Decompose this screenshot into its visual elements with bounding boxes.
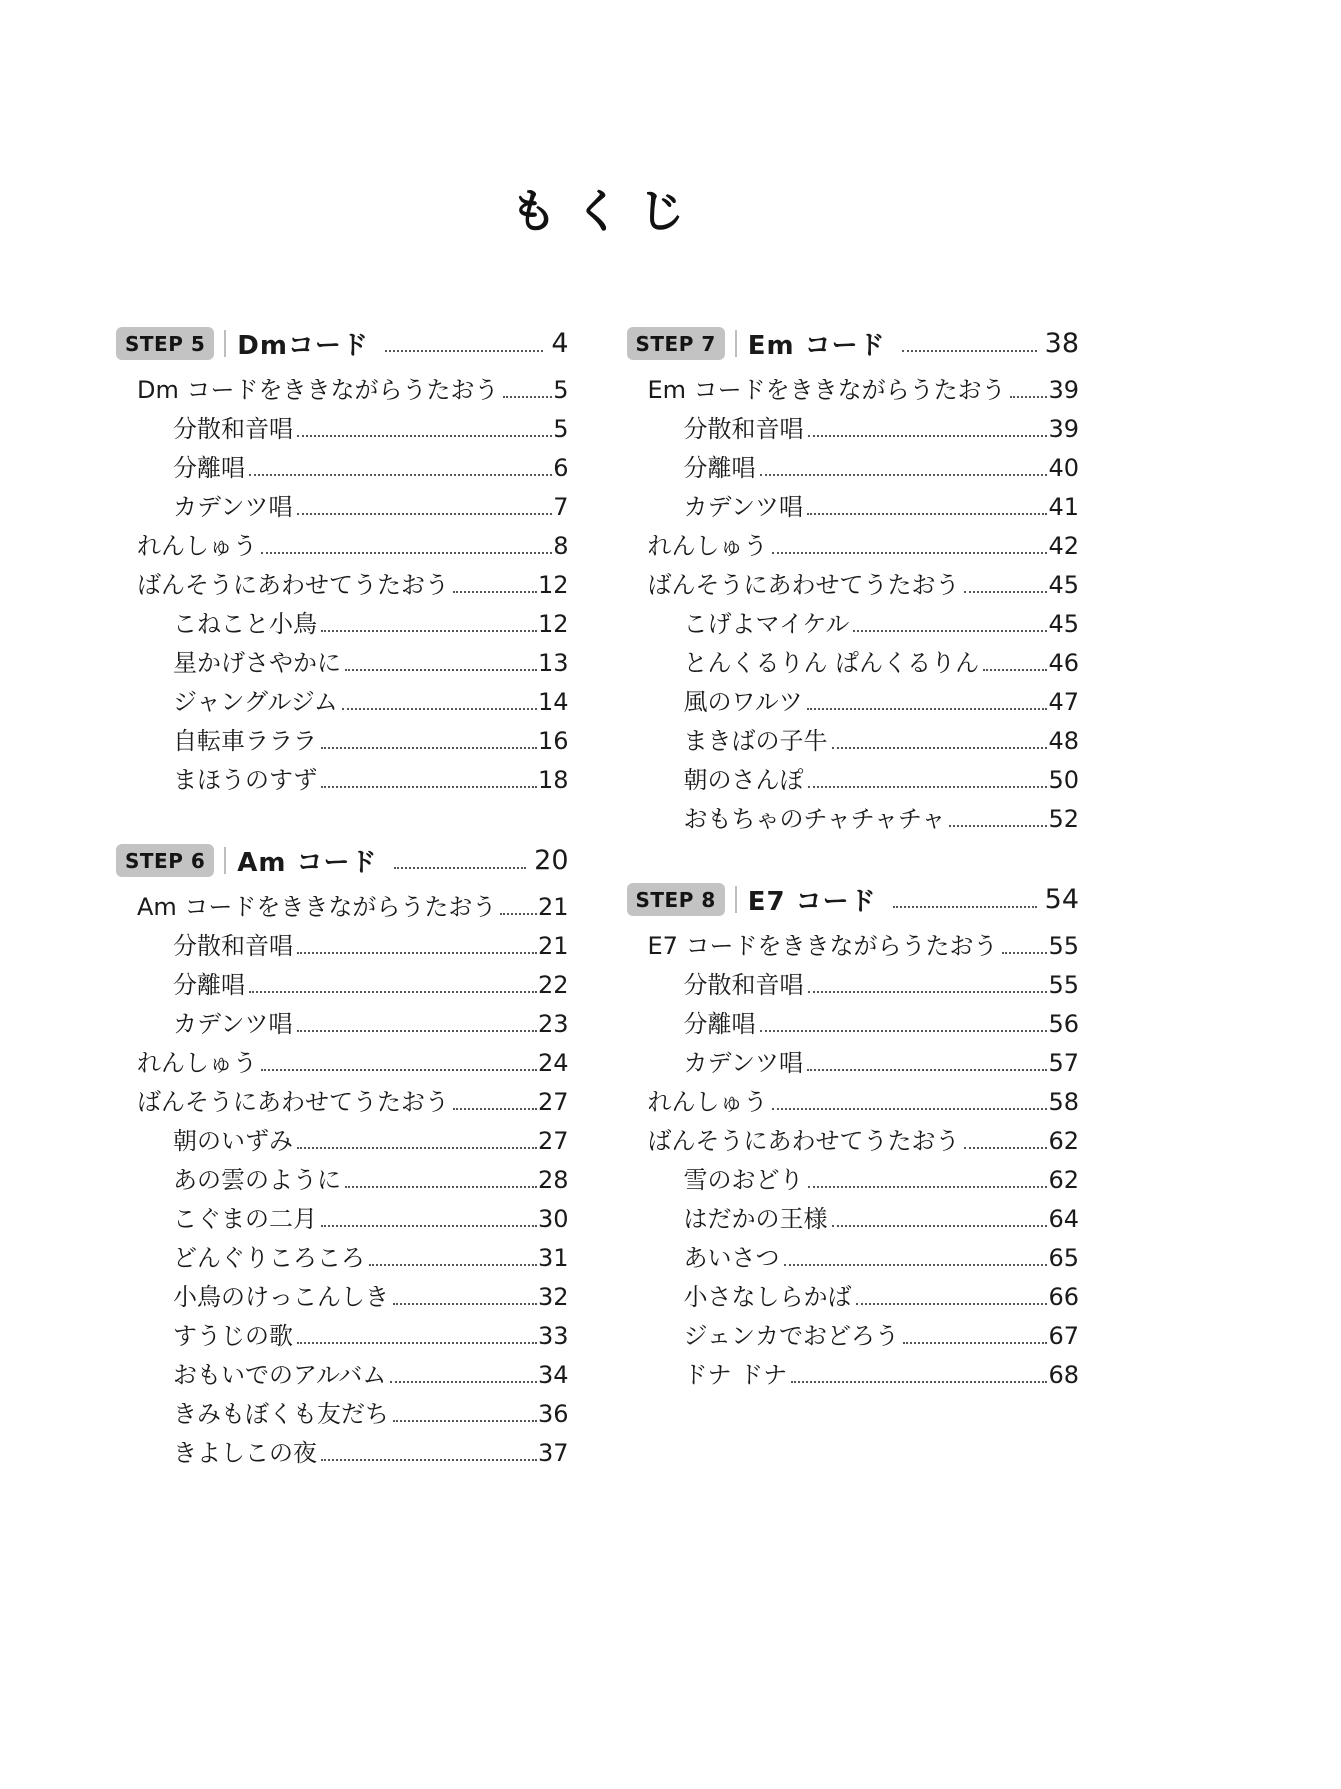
toc-entry (116, 761, 569, 800)
section-title: Dmコード (237, 331, 369, 361)
entry-page-number: 13 (537, 649, 569, 677)
entry-title: 自転車ラララ (173, 727, 317, 755)
toc-entry (116, 527, 569, 566)
toc-entry (627, 1005, 1080, 1044)
entry-title: 朝のいずみ (173, 1127, 293, 1155)
dotted-leader (453, 1108, 537, 1110)
entry-title: とんくるりん ぱんくるりん (683, 649, 980, 677)
dotted-leader (297, 435, 552, 437)
entry-title: 分散和音唱 (683, 971, 804, 999)
entry-title: ドナ ドナ (683, 1361, 788, 1389)
entry-page-number: 37 (537, 1439, 569, 1467)
toc-entry (116, 722, 569, 761)
entry-title: E7 コードをききながらうたおう (647, 932, 998, 960)
entry-title: れんしゅう (137, 1049, 257, 1077)
toc-columns (116, 325, 1079, 1473)
toc-section (116, 842, 569, 1473)
toc-entry (116, 966, 569, 1005)
dotted-leader (249, 474, 552, 476)
dotted-leader (808, 1186, 1048, 1188)
dotted-leader (760, 1030, 1048, 1032)
dotted-leader (791, 1381, 1047, 1383)
dotted-leader (321, 786, 537, 788)
entry-title: ばんそうにあわせてうたおう (647, 1127, 960, 1155)
entry-page-number: 40 (1048, 454, 1079, 482)
entry-title: あの雲のように (173, 1166, 341, 1194)
entry-title: カデンツ唱 (173, 493, 293, 521)
dotted-leader (832, 747, 1048, 749)
entry-page-number: 39 (1048, 415, 1079, 443)
badge-divider (735, 886, 737, 913)
dotted-leader (390, 1381, 537, 1383)
toc-entry (116, 927, 569, 966)
step-badge: STEP 7 (627, 327, 725, 360)
toc-entry (116, 1005, 569, 1044)
entry-title: 小鳥のけっこんしき (173, 1283, 389, 1311)
toc-entry (116, 1278, 569, 1317)
dotted-leader (1002, 952, 1048, 954)
section-page-number: 4 (551, 328, 569, 359)
dotted-leader (903, 1342, 1047, 1344)
dotted-leader (342, 708, 537, 710)
dotted-leader (393, 1303, 537, 1305)
entry-page-number: 47 (1048, 688, 1079, 716)
dotted-leader (297, 513, 553, 515)
dotted-leader (249, 991, 537, 993)
toc-entry (627, 488, 1080, 527)
toc-entry (627, 449, 1080, 488)
toc-entry (116, 1356, 569, 1395)
entry-title: 小さなしらかば (683, 1283, 852, 1311)
toc-entry (116, 1083, 569, 1122)
toc-entry (627, 1161, 1080, 1200)
toc-entry (627, 966, 1080, 1005)
entry-page-number: 5 (553, 415, 569, 443)
toc-entry (116, 1239, 569, 1278)
entry-page-number: 34 (537, 1361, 569, 1389)
entry-title: 分離唱 (173, 454, 245, 482)
section-title: Em コード (747, 331, 886, 361)
section-entries (627, 927, 1080, 1395)
entry-page-number: 21 (537, 893, 569, 921)
entry-title: きよしこの夜 (173, 1439, 317, 1467)
toc-entry (116, 683, 569, 722)
toc-entry (116, 1200, 569, 1239)
entry-page-number: 33 (537, 1322, 569, 1350)
section-entries (627, 371, 1080, 839)
toc-section (627, 881, 1080, 1395)
section-header (116, 842, 569, 879)
toc-entry (627, 1044, 1080, 1083)
entry-page-number: 5 (553, 376, 569, 404)
entry-page-number: 16 (537, 727, 569, 755)
entry-page-number: 52 (1048, 805, 1079, 833)
entry-page-number: 45 (1048, 571, 1079, 599)
entry-title: Am コードをききながらうたおう (137, 893, 497, 921)
toc-entry (627, 605, 1080, 644)
entry-page-number: 65 (1048, 1244, 1079, 1272)
dotted-leader (394, 867, 527, 869)
toc-entry (627, 683, 1080, 722)
dotted-leader (261, 552, 552, 554)
entry-page-number: 64 (1048, 1205, 1079, 1233)
entry-page-number: 68 (1048, 1361, 1079, 1389)
toc-entry (116, 449, 569, 488)
entry-title: 朝のさんぽ (683, 766, 804, 794)
toc-section (627, 325, 1080, 839)
entry-page-number: 39 (1048, 376, 1079, 404)
toc-entry (627, 1200, 1080, 1239)
toc-entry (627, 1122, 1080, 1161)
entry-page-number: 27 (537, 1088, 569, 1116)
dotted-leader (321, 1459, 537, 1461)
entry-title: れんしゅう (647, 1088, 768, 1116)
entry-title: 星かげさやかに (173, 649, 341, 677)
dotted-leader (893, 906, 1037, 908)
dotted-leader (321, 1225, 537, 1227)
toc-entry (116, 488, 569, 527)
toc-entry (627, 527, 1080, 566)
toc-column (116, 325, 569, 1473)
entry-title: ばんそうにあわせてうたおう (137, 1088, 449, 1116)
entry-page-number: 55 (1048, 932, 1079, 960)
toc-entry (116, 644, 569, 683)
toc-entry (627, 1317, 1080, 1356)
entry-page-number: 31 (537, 1244, 569, 1272)
toc-entry (116, 566, 569, 605)
dotted-leader (964, 1147, 1048, 1149)
toc-entry (116, 1395, 569, 1434)
entry-title: こぐまの二月 (173, 1205, 317, 1233)
entry-page-number: 6 (553, 454, 569, 482)
page-title: もくじ (510, 184, 703, 238)
entry-title: れんしゅう (137, 532, 257, 560)
toc-column (627, 325, 1080, 1395)
section-title: E7 コード (747, 887, 877, 917)
entry-title: れんしゅう (647, 532, 768, 560)
dotted-leader (297, 1342, 537, 1344)
toc-entry (116, 605, 569, 644)
entry-title: こねこと小鳥 (173, 610, 317, 638)
entry-page-number: 14 (537, 688, 569, 716)
entry-page-number: 12 (537, 610, 569, 638)
dotted-leader (500, 913, 537, 915)
entry-title: カデンツ唱 (683, 493, 804, 521)
dotted-leader (902, 350, 1037, 352)
entry-title: 風のワルツ (683, 688, 803, 716)
dotted-leader (807, 1069, 1047, 1071)
entry-title: 雪のおどり (683, 1166, 804, 1194)
step-badge: STEP 5 (116, 327, 214, 360)
entry-page-number: 30 (537, 1205, 569, 1233)
toc-entry (116, 1434, 569, 1473)
entry-page-number: 12 (537, 571, 569, 599)
entry-page-number: 36 (537, 1400, 569, 1428)
entry-page-number: 56 (1048, 1010, 1079, 1038)
toc-entry (116, 1044, 569, 1083)
entry-title: ジャングルジム (173, 688, 338, 716)
toc-entry (116, 1317, 569, 1356)
dotted-leader (345, 669, 537, 671)
toc-entry (116, 410, 569, 449)
toc-entry (627, 722, 1080, 761)
toc-entry (627, 644, 1080, 683)
dotted-leader (297, 952, 537, 954)
entry-page-number: 24 (537, 1049, 569, 1077)
dotted-leader (856, 1303, 1048, 1305)
toc-entry (116, 888, 569, 927)
toc-entry (627, 371, 1080, 410)
entry-title: こげよマイケル (683, 610, 850, 638)
entry-page-number: 48 (1048, 727, 1079, 755)
entry-title: 分離唱 (683, 1010, 756, 1038)
entry-page-number: 45 (1048, 610, 1079, 638)
dotted-leader (503, 396, 553, 398)
entry-title: Em コードをききながらうたおう (647, 376, 1006, 404)
toc-entry (627, 1278, 1080, 1317)
dotted-leader (297, 1147, 537, 1149)
entry-page-number: 50 (1048, 766, 1079, 794)
entry-title: はだかの王様 (683, 1205, 828, 1233)
section-page-number: 54 (1044, 884, 1079, 915)
dotted-leader (853, 630, 1047, 632)
entry-title: 分散和音唱 (173, 415, 293, 443)
dotted-leader (345, 1186, 537, 1188)
entry-title: すうじの歌 (173, 1322, 293, 1350)
dotted-leader (807, 513, 1047, 515)
entry-title: 分離唱 (173, 971, 245, 999)
toc-entry (116, 371, 569, 410)
toc-entry (627, 1083, 1080, 1122)
entry-title: カデンツ唱 (173, 1010, 293, 1038)
entry-page-number: 28 (537, 1166, 569, 1194)
dotted-leader (808, 991, 1048, 993)
step-badge: STEP 8 (627, 883, 725, 916)
section-entries (116, 371, 569, 800)
toc-entry (116, 1161, 569, 1200)
dotted-leader (964, 591, 1048, 593)
toc-entry (627, 761, 1080, 800)
toc-entry (627, 927, 1080, 966)
entry-page-number: 46 (1048, 649, 1079, 677)
dotted-leader (784, 1264, 1048, 1266)
section-entries (116, 888, 569, 1473)
entry-page-number: 32 (537, 1283, 569, 1311)
entry-title: ジェンカでおどろう (683, 1322, 900, 1350)
dotted-leader (760, 474, 1048, 476)
dotted-leader (297, 1030, 537, 1032)
entry-page-number: 62 (1048, 1127, 1079, 1155)
toc-entry (627, 1356, 1080, 1395)
entry-page-number: 7 (553, 493, 569, 521)
dotted-leader (261, 1069, 537, 1071)
entry-title: まほうのすず (173, 766, 318, 794)
entry-title: あいさつ (683, 1244, 780, 1272)
dotted-leader (453, 591, 537, 593)
dotted-leader (808, 435, 1048, 437)
entry-title: きみもぼくも友だち (173, 1400, 389, 1428)
dotted-leader (772, 1108, 1048, 1110)
toc-entry (627, 800, 1080, 839)
toc-entry (627, 410, 1080, 449)
entry-title: ばんそうにあわせてうたおう (647, 571, 960, 599)
entry-page-number: 62 (1048, 1166, 1079, 1194)
entry-title: ばんそうにあわせてうたおう (137, 571, 449, 599)
entry-title: おもいでのアルバム (173, 1361, 387, 1389)
dotted-leader (385, 350, 543, 352)
dotted-leader (393, 1420, 537, 1422)
toc-entry (116, 1122, 569, 1161)
entry-page-number: 67 (1048, 1322, 1079, 1350)
entry-title: カデンツ唱 (683, 1049, 804, 1077)
section-header (627, 325, 1080, 362)
section-page-number: 38 (1044, 328, 1079, 359)
entry-page-number: 23 (537, 1010, 569, 1038)
dotted-leader (807, 708, 1048, 710)
toc-entry (627, 566, 1080, 605)
section-title: Am コード (237, 848, 378, 878)
entry-page-number: 66 (1048, 1283, 1079, 1311)
dotted-leader (832, 1225, 1048, 1227)
toc-entry (627, 1239, 1080, 1278)
entry-page-number: 42 (1048, 532, 1079, 560)
section-page-number: 20 (534, 845, 569, 876)
badge-divider (735, 330, 737, 357)
section-header (116, 325, 569, 362)
entry-title: 分散和音唱 (173, 932, 293, 960)
entry-title: Dm コードをききながらうたおう (137, 376, 499, 404)
entry-page-number: 18 (537, 766, 569, 794)
dotted-leader (321, 747, 537, 749)
dotted-leader (369, 1264, 537, 1266)
entry-page-number: 22 (537, 971, 569, 999)
badge-divider (224, 330, 226, 357)
entry-page-number: 27 (537, 1127, 569, 1155)
entry-title: どんぐりころころ (173, 1244, 365, 1272)
entry-title: おもちゃのチャチャチャ (683, 805, 946, 833)
dotted-leader (321, 630, 537, 632)
entry-title: 分散和音唱 (683, 415, 804, 443)
entry-page-number: 8 (553, 532, 569, 560)
entry-page-number: 58 (1048, 1088, 1079, 1116)
entry-page-number: 21 (537, 932, 569, 960)
dotted-leader (1010, 396, 1048, 398)
step-badge: STEP 6 (116, 844, 214, 877)
section-header (627, 881, 1080, 918)
dotted-leader (808, 786, 1048, 788)
dotted-leader (772, 552, 1048, 554)
entry-title: 分離唱 (683, 454, 756, 482)
badge-divider (224, 847, 226, 874)
entry-page-number: 57 (1048, 1049, 1079, 1077)
entry-title: まきばの子牛 (683, 727, 828, 755)
dotted-leader (983, 669, 1047, 671)
toc-section (116, 325, 569, 800)
entry-page-number: 55 (1048, 971, 1079, 999)
entry-page-number: 41 (1048, 493, 1079, 521)
dotted-leader (949, 825, 1047, 827)
